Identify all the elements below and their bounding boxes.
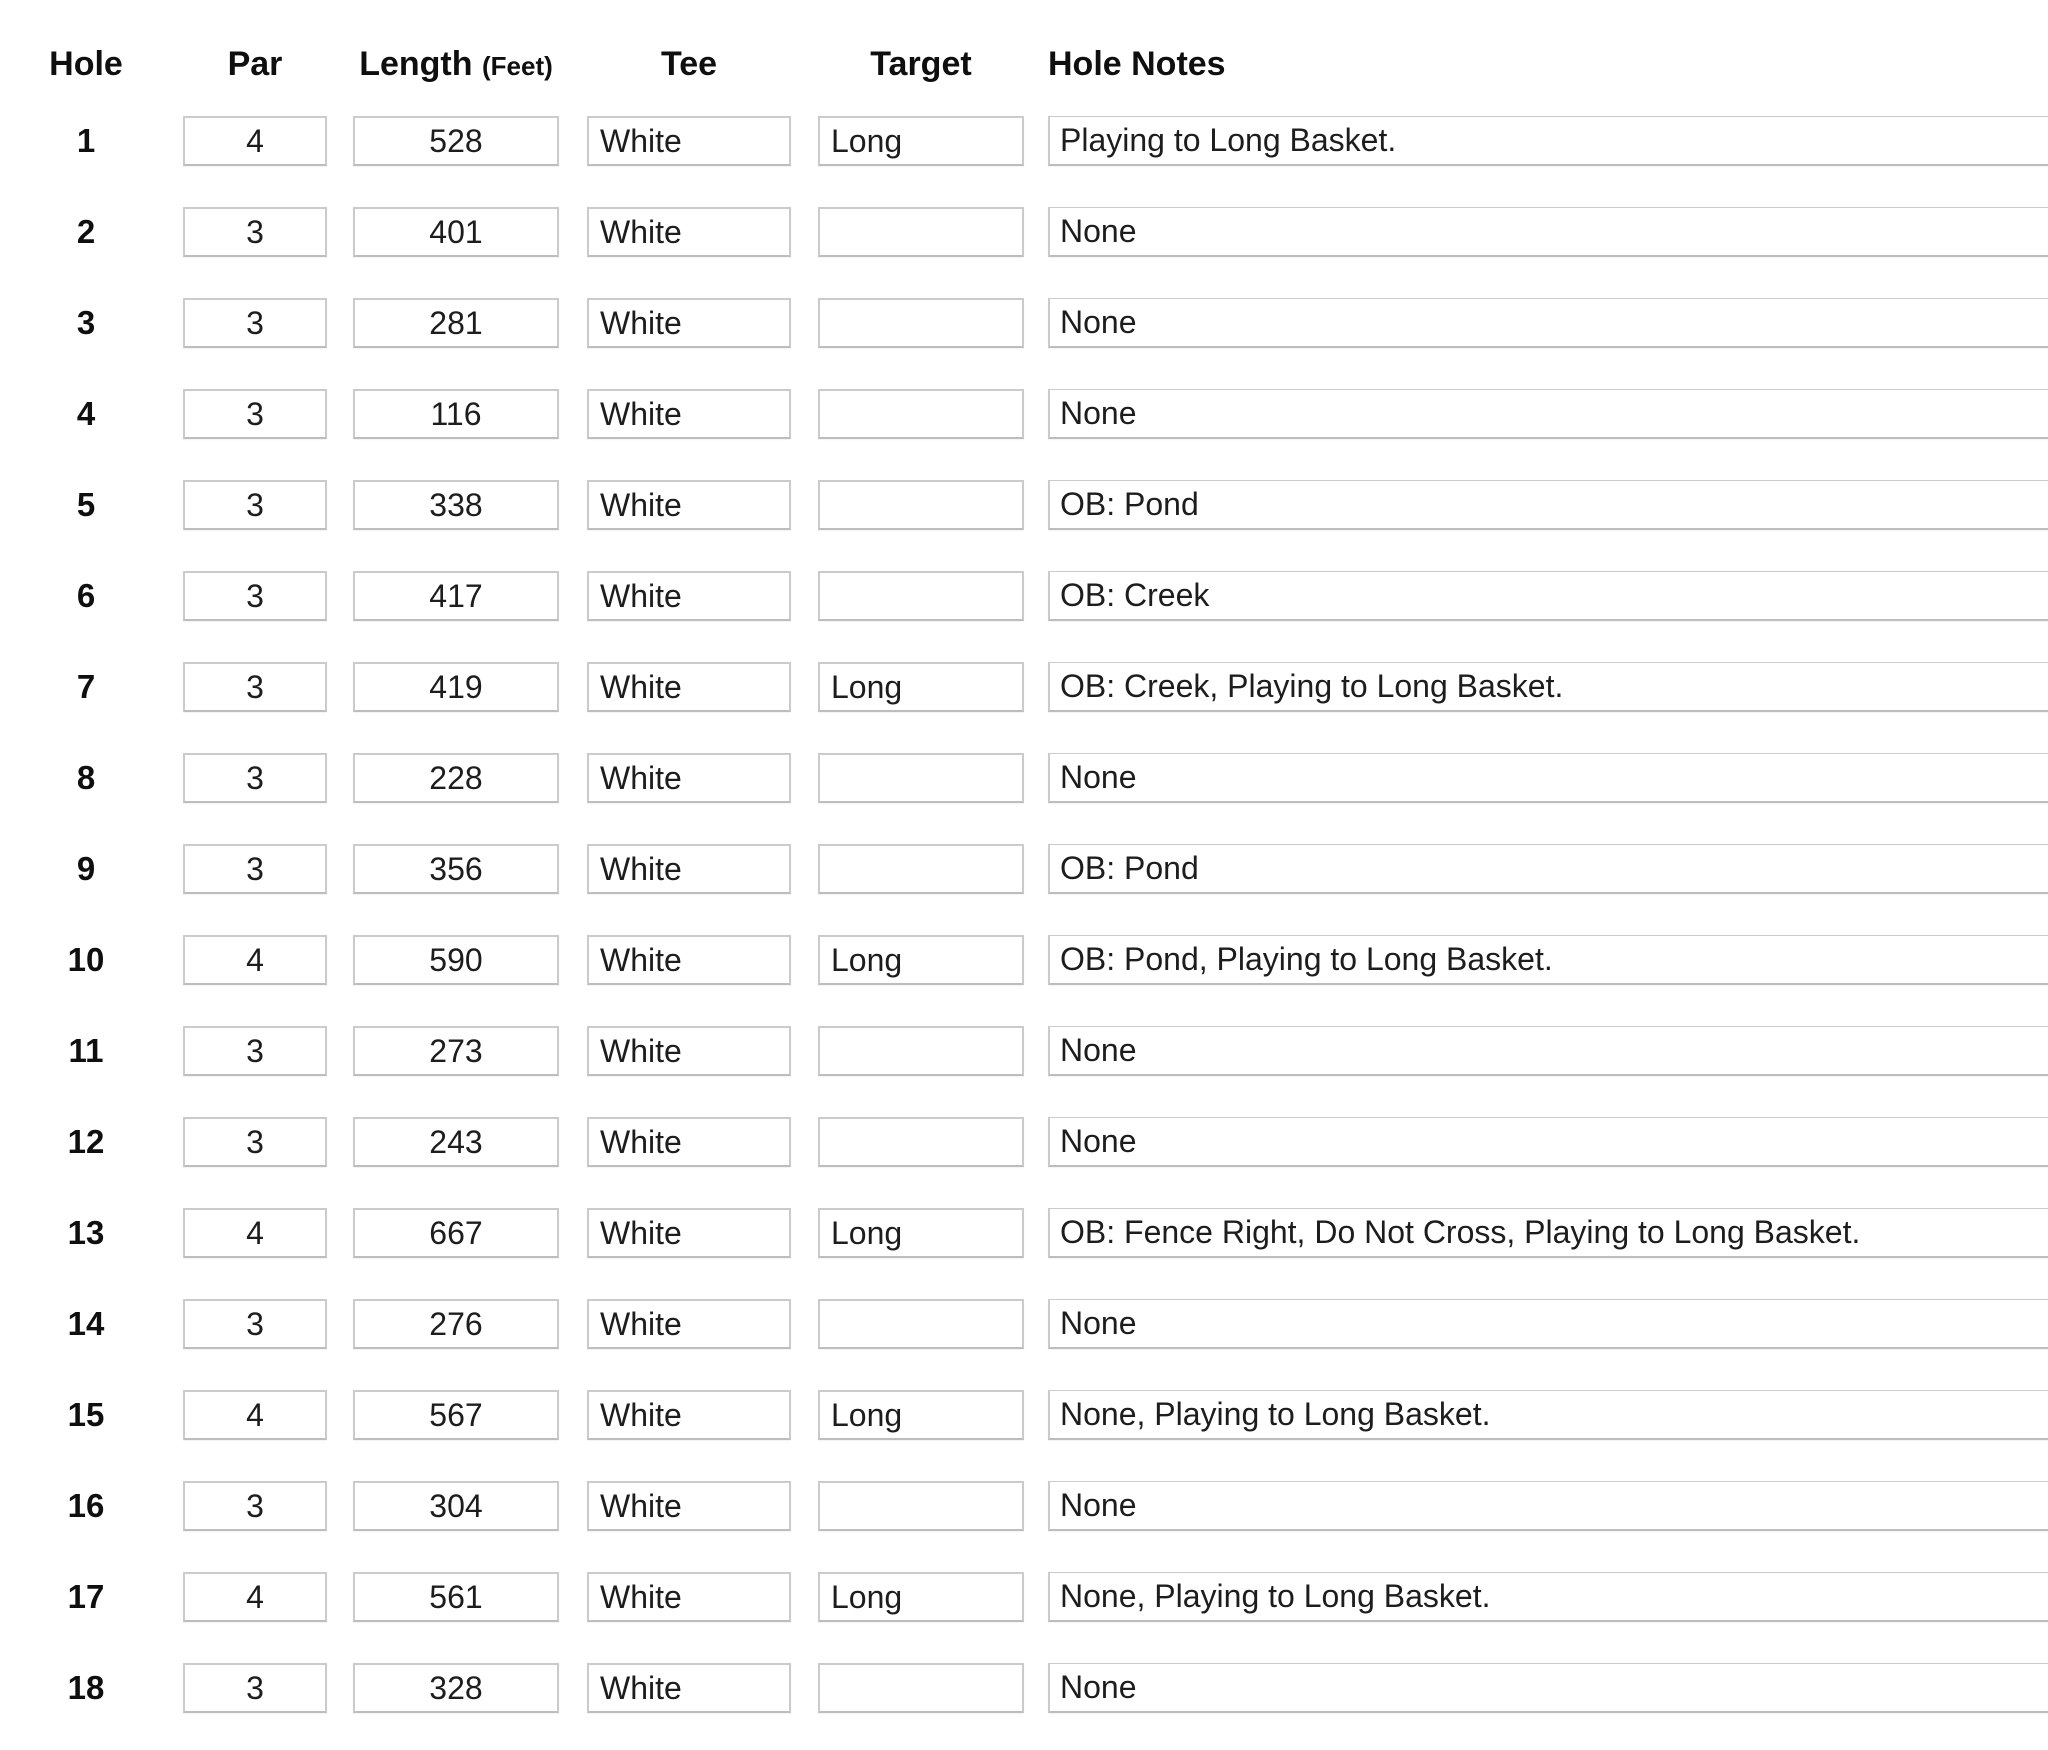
length-input[interactable]	[353, 571, 559, 621]
par-input[interactable]	[183, 1390, 327, 1440]
hole-row	[0, 298, 2048, 348]
table-header-row	[0, 44, 2048, 84]
hole-row	[0, 1481, 2048, 1531]
length-input[interactable]	[353, 207, 559, 257]
table-body	[0, 116, 2048, 1713]
hole-number: 17	[67, 1578, 105, 1615]
par-input[interactable]	[183, 1481, 327, 1531]
hole-notes-input[interactable]	[1048, 480, 2048, 530]
tee-input[interactable]	[587, 298, 791, 348]
hole-notes-input[interactable]	[1048, 389, 2048, 439]
target-input[interactable]	[818, 298, 1024, 348]
target-input[interactable]	[818, 1572, 1024, 1622]
hole-number: 18	[67, 1669, 105, 1706]
hole-row	[0, 1663, 2048, 1713]
hole-notes-input[interactable]	[1048, 1299, 2048, 1349]
hole-row	[0, 844, 2048, 894]
hole-notes-input[interactable]	[1048, 298, 2048, 348]
length-input[interactable]	[353, 480, 559, 530]
length-input[interactable]	[353, 116, 559, 166]
par-input[interactable]	[183, 1208, 327, 1258]
length-input[interactable]	[353, 1117, 559, 1167]
tee-input[interactable]	[587, 935, 791, 985]
hole-notes-input[interactable]	[1048, 1117, 2048, 1167]
tee-input[interactable]	[587, 1026, 791, 1076]
tee-input[interactable]	[587, 662, 791, 712]
hole-notes-input[interactable]	[1048, 1026, 2048, 1076]
hole-number: 12	[67, 1123, 105, 1160]
target-input[interactable]	[818, 1208, 1024, 1258]
hole-notes-input[interactable]	[1048, 571, 2048, 621]
tee-input[interactable]	[587, 1390, 791, 1440]
length-input[interactable]	[353, 662, 559, 712]
hole-row	[0, 662, 2048, 712]
target-input[interactable]	[818, 116, 1024, 166]
target-input[interactable]	[818, 1663, 1024, 1713]
length-input[interactable]	[353, 1208, 559, 1258]
length-input[interactable]	[353, 1026, 559, 1076]
target-input[interactable]	[818, 207, 1024, 257]
par-input[interactable]	[183, 935, 327, 985]
hole-row	[0, 116, 2048, 166]
hole-number: 15	[67, 1396, 105, 1433]
target-input[interactable]	[818, 389, 1024, 439]
tee-input[interactable]	[587, 753, 791, 803]
hole-number: 3	[76, 304, 96, 341]
hole-number: 2	[76, 213, 96, 250]
par-input[interactable]	[183, 480, 327, 530]
hole-number: 4	[76, 395, 96, 432]
length-input[interactable]	[353, 1663, 559, 1713]
hole-number: 11	[68, 1032, 104, 1069]
tee-input[interactable]	[587, 1208, 791, 1258]
hole-row	[0, 480, 2048, 530]
tee-input[interactable]	[587, 1481, 791, 1531]
par-input[interactable]	[183, 1026, 327, 1076]
column-header-hole: Hole	[49, 45, 123, 83]
hole-notes-input[interactable]	[1048, 844, 2048, 894]
length-input[interactable]	[353, 1481, 559, 1531]
hole-row	[0, 935, 2048, 985]
hole-row	[0, 753, 2048, 803]
hole-notes-input[interactable]	[1048, 1481, 2048, 1531]
tee-input[interactable]	[587, 116, 791, 166]
tee-input[interactable]	[587, 480, 791, 530]
column-header-tee: Tee	[660, 45, 718, 83]
column-header-par: Par	[227, 45, 283, 83]
length-input[interactable]	[353, 298, 559, 348]
par-input[interactable]	[183, 571, 327, 621]
hole-number: 16	[67, 1487, 105, 1524]
par-input[interactable]	[183, 116, 327, 166]
tee-input[interactable]	[587, 1572, 791, 1622]
hole-notes-input[interactable]	[1048, 1663, 2048, 1713]
hole-notes-input[interactable]	[1048, 662, 2048, 712]
length-input[interactable]	[353, 935, 559, 985]
tee-input[interactable]	[587, 844, 791, 894]
hole-number: 10	[67, 941, 105, 978]
length-input[interactable]	[353, 844, 559, 894]
length-input[interactable]	[353, 1390, 559, 1440]
hole-notes-input[interactable]	[1048, 935, 2048, 985]
length-input[interactable]	[353, 389, 559, 439]
target-input[interactable]	[818, 753, 1024, 803]
target-input[interactable]	[818, 1481, 1024, 1531]
target-input[interactable]	[818, 571, 1024, 621]
column-header-hole-notes: Hole Notes	[1048, 45, 1226, 83]
target-input[interactable]	[818, 1117, 1024, 1167]
par-input[interactable]	[183, 1572, 327, 1622]
par-input[interactable]	[183, 298, 327, 348]
target-input[interactable]	[818, 1026, 1024, 1076]
hole-row	[0, 1026, 2048, 1076]
hole-row	[0, 1208, 2048, 1258]
par-input[interactable]	[183, 844, 327, 894]
par-input[interactable]	[183, 207, 327, 257]
tee-input[interactable]	[587, 1117, 791, 1167]
par-input[interactable]	[183, 662, 327, 712]
length-input[interactable]	[353, 1299, 559, 1349]
column-header-target: Target	[870, 45, 972, 83]
target-input[interactable]	[818, 1299, 1024, 1349]
hole-number: 1	[76, 122, 96, 159]
hole-number: 13	[67, 1214, 105, 1251]
tee-input[interactable]	[587, 1299, 791, 1349]
column-header-length	[353, 44, 559, 86]
hole-number: 8	[76, 759, 96, 796]
hole-row	[0, 207, 2048, 257]
hole-notes-input[interactable]	[1048, 116, 2048, 166]
target-input[interactable]	[818, 844, 1024, 894]
hole-number: 7	[76, 668, 96, 705]
par-input[interactable]	[183, 753, 327, 803]
par-input[interactable]	[183, 1663, 327, 1713]
hole-row	[0, 1299, 2048, 1349]
tee-input[interactable]	[587, 207, 791, 257]
hole-notes-input[interactable]	[1048, 1208, 2048, 1258]
hole-row	[0, 389, 2048, 439]
hole-number: 14	[67, 1305, 105, 1342]
tee-input[interactable]	[587, 389, 791, 439]
length-input[interactable]	[353, 753, 559, 803]
length-input[interactable]	[353, 1572, 559, 1622]
hole-row	[0, 571, 2048, 621]
hole-notes-input[interactable]	[1048, 1390, 2048, 1440]
column-header-length-label: Length	[359, 45, 473, 83]
column-header-length-unit: (Feet)	[481, 51, 553, 81]
hole-number: 9	[76, 850, 96, 887]
hole-row	[0, 1117, 2048, 1167]
hole-row	[0, 1390, 2048, 1440]
hole-notes-input[interactable]	[1048, 207, 2048, 257]
target-input[interactable]	[818, 1390, 1024, 1440]
target-input[interactable]	[818, 935, 1024, 985]
target-input[interactable]	[818, 662, 1024, 712]
hole-edit-table	[0, 44, 2048, 1750]
hole-notes-input[interactable]	[1048, 753, 2048, 803]
hole-row	[0, 1572, 2048, 1622]
tee-input[interactable]	[587, 1663, 791, 1713]
hole-notes-input[interactable]	[1048, 1572, 2048, 1622]
par-input[interactable]	[183, 1299, 327, 1349]
hole-number: 5	[76, 486, 96, 523]
hole-number: 6	[76, 577, 96, 614]
par-input[interactable]	[183, 1117, 327, 1167]
target-input[interactable]	[818, 480, 1024, 530]
par-input[interactable]	[183, 389, 327, 439]
tee-input[interactable]	[587, 571, 791, 621]
